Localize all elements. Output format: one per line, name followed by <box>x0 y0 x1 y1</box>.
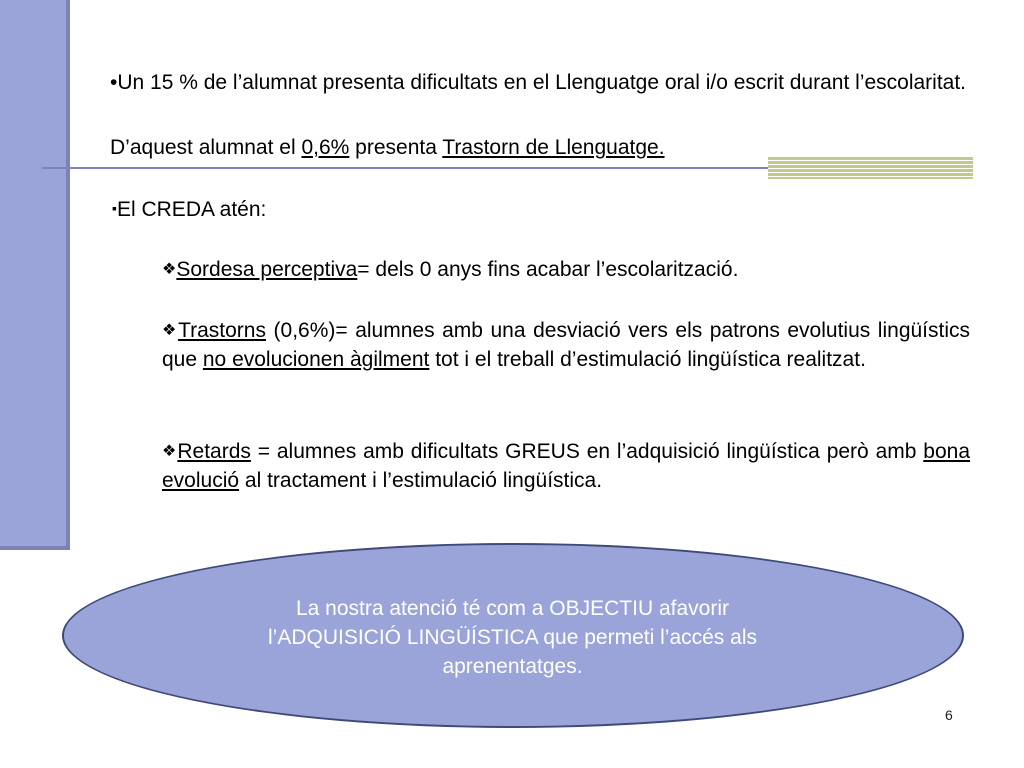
item-description: tot i el treball d’estimulació lingüística realitzat. <box>429 348 866 371</box>
paragraph-disorder-share <box>110 133 970 162</box>
item-term: Sordesa perceptiva <box>176 258 358 281</box>
objective-line: l’ADQUISICIÓ LINGÜÍSTICA que permeti l’accés als <box>268 626 757 649</box>
bullet-dot: • <box>110 71 118 94</box>
square-bullet-icon: ▪ <box>112 200 117 216</box>
list-item-trastorns <box>162 316 970 374</box>
diamond-bullet-icon: ❖ <box>162 322 179 339</box>
paragraph-statistic <box>110 68 970 97</box>
item-description: al tractament i l’estimulació lingüística. <box>239 469 603 492</box>
section-label: El CREDA atén: <box>116 198 267 221</box>
item-term: Trastorns <box>178 319 266 342</box>
left-sidebar-bar <box>0 0 70 548</box>
objective-text <box>190 594 835 681</box>
statistic-text: Un 15 % de l’alumnat presenta dificultats en el Llenguatge oral i/o escrit durant l’escolaritat. <box>117 71 967 94</box>
text-segment: presenta <box>349 136 443 159</box>
list-item-sordesa <box>162 255 970 284</box>
diamond-bullet-icon: ❖ <box>162 443 178 460</box>
section-heading <box>112 194 972 224</box>
item-description: (0,6%)= alumnes amb una desviació vers els patrons evolutius lingüístics que <box>162 319 971 371</box>
item-term: Retards <box>177 440 251 463</box>
item-description: = alumnes amb dificultats GREUS en l’adquisició lingüística però amb <box>250 440 924 463</box>
item-emphasis: no evolucionen àgilment <box>202 348 430 371</box>
sidebar-base-line <box>0 546 70 550</box>
objective-line: aprenentatges. <box>442 655 583 678</box>
item-emphasis: bona evolució <box>162 440 971 492</box>
page-number: 6 <box>945 707 953 723</box>
diamond-bullet-icon: ❖ <box>162 261 177 278</box>
percentage-highlight: 0,6% <box>301 136 350 159</box>
text-segment: D’aquest alumnat el <box>110 136 302 159</box>
item-description: = dels 0 anys fins acabar l’escolarització. <box>357 258 739 281</box>
disorder-highlight: Trastorn de Llenguatge. <box>442 136 665 159</box>
objective-line: La nostra atenció té com a OBJECTIU afavorir <box>295 597 729 620</box>
list-item-retards <box>162 437 970 495</box>
